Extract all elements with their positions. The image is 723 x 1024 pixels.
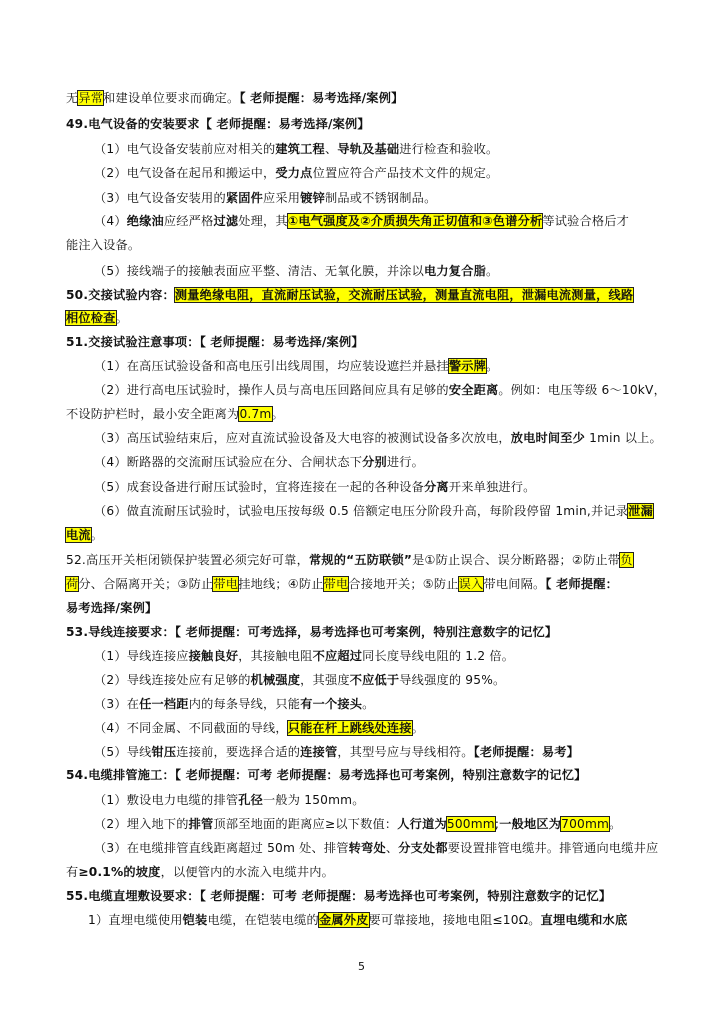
bold-text: 紧固件 xyxy=(225,191,264,205)
text-segment: （5）导线 xyxy=(94,745,152,759)
bold-text: 接触良好 xyxy=(188,649,239,663)
text-segment: （1）敷设电力电缆的排管 xyxy=(94,793,239,807)
text-segment: 、 xyxy=(385,841,399,855)
text-segment: 应经严格 xyxy=(163,214,214,228)
text-segment: 。例如：电压等级 6～10kV， xyxy=(498,383,666,397)
bold-text: ≥0.1%的坡度 xyxy=(78,865,161,879)
bold-text: 放电时间至少 xyxy=(510,431,586,445)
text-segment: （3）在 xyxy=(94,697,140,711)
text-segment: 进行。 xyxy=(386,455,425,469)
bold-text: 镀锌 xyxy=(300,191,325,205)
highlighted-text: 误入 xyxy=(458,577,484,591)
bold-text: 【 老师提醒：易考选择/案例】 xyxy=(199,117,370,131)
highlighted-text: 泄漏 xyxy=(628,504,653,518)
bold-text: 有一个接头 xyxy=(300,697,363,711)
text-segment: 。 xyxy=(411,721,425,735)
bold-text: 常规的“五防联锁” xyxy=(308,553,413,567)
text-line xyxy=(66,90,403,107)
bold-text: 【老师提醒：易考】 xyxy=(473,745,579,759)
text-line xyxy=(94,720,424,737)
text-line xyxy=(94,263,498,280)
text-line xyxy=(88,912,627,929)
text-segment: 。 xyxy=(362,697,375,711)
highlighted-text: 相位检查 xyxy=(66,311,116,325)
text-segment: （3）高压试验结束后，应对直流试验设备及大电容的被测试设备多次放电， xyxy=(94,431,511,445)
text-line xyxy=(66,527,103,544)
text-line xyxy=(94,213,629,230)
text-segment: （4）不同金属、不同截面的导线， xyxy=(94,721,288,735)
bold-text: 受力点 xyxy=(275,166,313,180)
text-line xyxy=(94,479,536,496)
bold-text: 分支处都 xyxy=(398,841,448,855)
text-segment: 挂地线；④防止 xyxy=(238,577,324,591)
text-segment: （5）成套设备进行耐压试验时，宜将连接在一起的各种设备 xyxy=(94,480,425,494)
page-number: 5 xyxy=(358,960,365,973)
bold-text: 53.导线连接要求： xyxy=(66,625,175,639)
highlighted-text: 负 xyxy=(620,553,633,567)
bold-text: 不应超过 xyxy=(312,649,363,663)
text-segment: 。 xyxy=(90,528,104,542)
highlighted-text: 电流 xyxy=(66,528,91,542)
text-segment: 要设置排管电缆井。排管通向电缆井应 xyxy=(447,841,659,855)
text-line xyxy=(94,454,424,471)
bold-text: 分别 xyxy=(362,455,387,469)
text-segment: 1min 以上。 xyxy=(585,431,662,445)
text-segment: 内的每条导线，只能 xyxy=(188,697,301,711)
highlighted-text: 警示牌 xyxy=(448,359,486,373)
text-segment: 。 xyxy=(485,359,499,373)
bold-text: 【 老师提醒：可考 老师提醒：易考选择也可考案例，特别注意数字的记忆】 xyxy=(199,889,612,903)
text-segment: 处理，其 xyxy=(238,214,288,228)
bold-text: 导轨及基础 xyxy=(337,142,400,156)
text-segment: （6）做直流耐压试验时，试验电压按每级 0.5 倍额定电压分阶段升高，每阶段停留 1min,并记录 xyxy=(94,504,629,518)
text-segment: （4）断路器的交流耐压试验应在分、合闸状态下 xyxy=(94,455,363,469)
text-line xyxy=(66,310,128,327)
bold-text: 建筑工程 xyxy=(275,142,325,156)
highlighted-text: 0.7m xyxy=(239,407,272,421)
text-line xyxy=(66,864,334,881)
text-line xyxy=(66,600,157,617)
bold-text: 排管 xyxy=(188,817,214,831)
text-segment: ，其强度 xyxy=(300,673,350,687)
text-segment: 等试验合格后才 xyxy=(542,214,630,228)
text-segment: 是①防止误合、误分断路器；②防止带 xyxy=(412,553,621,567)
text-line xyxy=(94,840,658,857)
highlighted-text: 700mm xyxy=(561,817,610,831)
bold-text: 孔径 xyxy=(238,793,263,807)
text-segment: 一般为 150mm。 xyxy=(263,793,365,807)
bold-text: 钳压 xyxy=(151,745,177,759)
text-segment: ，其型号应与导线相符。 xyxy=(337,745,474,759)
bold-text: 直埋电缆和水底 xyxy=(540,913,628,927)
text-line xyxy=(94,744,579,761)
bold-text: 安全距离 xyxy=(448,383,499,397)
text-segment: ，其接触电阻 xyxy=(238,649,313,663)
text-line xyxy=(94,190,436,207)
highlighted-text: 只能在杆上跳线处连接 xyxy=(287,721,412,735)
bold-text: 49.电气设备的安装要求 xyxy=(66,117,200,131)
text-segment: 。 xyxy=(115,311,128,325)
bold-text: 55.电缆直埋敷设要求： xyxy=(66,889,200,903)
text-segment: 无 xyxy=(66,91,79,105)
bold-text: 铠装 xyxy=(182,913,208,927)
highlighted-text: 测量绝缘电阻，直流耐压试验，交流耐压试验，测量直流电阻，泄漏电流测量，线路 xyxy=(174,288,634,302)
text-segment: 位置应符合产品技术文件的规定。 xyxy=(312,166,499,180)
text-line xyxy=(94,672,505,689)
text-line xyxy=(94,382,666,399)
bold-text: 一般地区为 xyxy=(499,817,562,831)
section-heading xyxy=(66,334,364,351)
bold-text: 不应低于 xyxy=(349,673,400,687)
bold-text: 转弯处 xyxy=(348,841,386,855)
text-segment: 应采用 xyxy=(263,191,301,205)
bold-text: 电力复合脂 xyxy=(424,264,486,278)
text-segment: 制品或不锈钢制品。 xyxy=(324,191,437,205)
text-line xyxy=(66,237,140,254)
text-line xyxy=(66,576,618,593)
text-segment: （1）导线连接应 xyxy=(94,649,189,663)
text-segment: 和建设单位要求而确定。 xyxy=(103,91,240,105)
text-segment: ; xyxy=(494,817,500,831)
text-segment: （4） xyxy=(94,214,127,228)
text-segment: （1）在高压试验设备和高电压引出线周围，均应装设遮拦并悬挂 xyxy=(94,359,449,373)
bold-text: 50.交接试验内容： xyxy=(66,288,175,302)
text-segment: （3）在电缆排管直线距离超过 50m 处、排管 xyxy=(94,841,349,855)
bold-text: 【 老师提醒：易考选择/案例】 xyxy=(239,91,404,105)
text-line xyxy=(94,648,514,665)
highlighted-text: 500mm xyxy=(446,817,495,831)
bold-text: 【 老师提醒：易考选择/案例】 xyxy=(199,335,364,349)
section-heading xyxy=(66,116,370,133)
text-segment: 合接地开关；⑤防止 xyxy=(348,577,459,591)
bold-text: 分离 xyxy=(424,480,449,494)
text-segment: 。 xyxy=(485,264,499,278)
text-segment: 开来单独进行。 xyxy=(448,480,536,494)
highlighted-text: 金属外皮 xyxy=(318,913,369,927)
text-segment: 1）直埋电缆使用 xyxy=(88,913,183,927)
text-segment: （2）导线连接处应有足够的 xyxy=(94,673,251,687)
bold-text: 51.交接试验注意事项： xyxy=(66,335,200,349)
text-line xyxy=(66,406,284,423)
highlighted-text: 荷 xyxy=(66,577,79,591)
text-line xyxy=(94,165,498,182)
text-segment: （5）接线端子的接触表面应平整、清洁、无氧化膜，并涂以 xyxy=(94,264,425,278)
bold-text: 【 老师提醒： xyxy=(545,577,619,591)
text-segment: 。 xyxy=(271,407,284,421)
text-segment: 52.高压开关柜闭锁保护装置必须完好可靠， xyxy=(66,553,309,567)
highlighted-text: 异常 xyxy=(78,91,104,105)
text-segment: 分、合隔离开关；③防止 xyxy=(78,577,214,591)
highlighted-text: ①电气强度及②介质损失角正切值和③色谱分析 xyxy=(287,214,543,228)
text-segment: 有 xyxy=(66,865,79,879)
text-segment: 顶部至地面的距离应≥以下数值： xyxy=(213,817,398,831)
bold-text: 任一档距 xyxy=(139,697,189,711)
text-line xyxy=(94,696,375,713)
text-line xyxy=(94,792,365,809)
section-heading xyxy=(66,767,586,784)
text-segment: （2）电气设备在起吊和搬运中， xyxy=(94,166,276,180)
text-segment: （2）埋入地下的 xyxy=(94,817,189,831)
text-line xyxy=(94,358,498,375)
section-heading xyxy=(66,552,633,569)
text-segment: 要可靠接地，接地电阻≤10Ω。 xyxy=(368,913,541,927)
bold-text: 【 老师提醒：可考选择，易考选择也可考案例，特别注意数字的记忆】 xyxy=(174,625,558,639)
text-segment: 带电间隔。 xyxy=(483,577,546,591)
text-segment: （2）进行高电压试验时，操作人员与高电压回路间应具有足够的 xyxy=(94,383,449,397)
bold-text: 绝缘油 xyxy=(126,214,164,228)
text-line xyxy=(94,503,653,520)
text-segment: 电缆，在铠装电缆的 xyxy=(207,913,319,927)
highlighted-text: 带电 xyxy=(323,577,349,591)
bold-text: 【 老师提醒：可考 老师提醒：易考选择也可考案例，特别注意数字的记忆】 xyxy=(174,768,587,782)
text-segment: 同长度导线电阻的 1.2 倍。 xyxy=(362,649,515,663)
bold-text: 机械强度 xyxy=(250,673,301,687)
bold-text: 连接管 xyxy=(300,745,338,759)
bold-text: 过滤 xyxy=(213,214,239,228)
text-segment: 能注入设备。 xyxy=(66,238,141,252)
text-segment: 导线强度的 95%。 xyxy=(399,673,506,687)
text-segment: 连接前，要选择合适的 xyxy=(176,745,301,759)
section-heading xyxy=(66,888,611,905)
highlighted-text: 带电 xyxy=(213,577,239,591)
text-segment: 不设防护栏时，最小安全距离为 xyxy=(66,407,240,421)
text-line xyxy=(94,816,622,833)
text-segment: 。 xyxy=(609,817,622,831)
text-line xyxy=(94,141,498,158)
text-segment: （1）电气设备安装前应对相关的 xyxy=(94,142,276,156)
text-segment: 进行检查和验收。 xyxy=(399,142,499,156)
text-line xyxy=(94,430,662,447)
bold-text: 易考选择/案例】 xyxy=(66,601,158,615)
text-segment: 、 xyxy=(324,142,338,156)
section-heading xyxy=(66,287,633,304)
bold-text: 人行道为 xyxy=(397,817,447,831)
text-segment: ，以便管内的水流入电缆井内。 xyxy=(160,865,335,879)
bold-text: 54.电缆排管施工： xyxy=(66,768,175,782)
section-heading xyxy=(66,624,557,641)
text-segment: （3）电气设备安装用的 xyxy=(94,191,226,205)
